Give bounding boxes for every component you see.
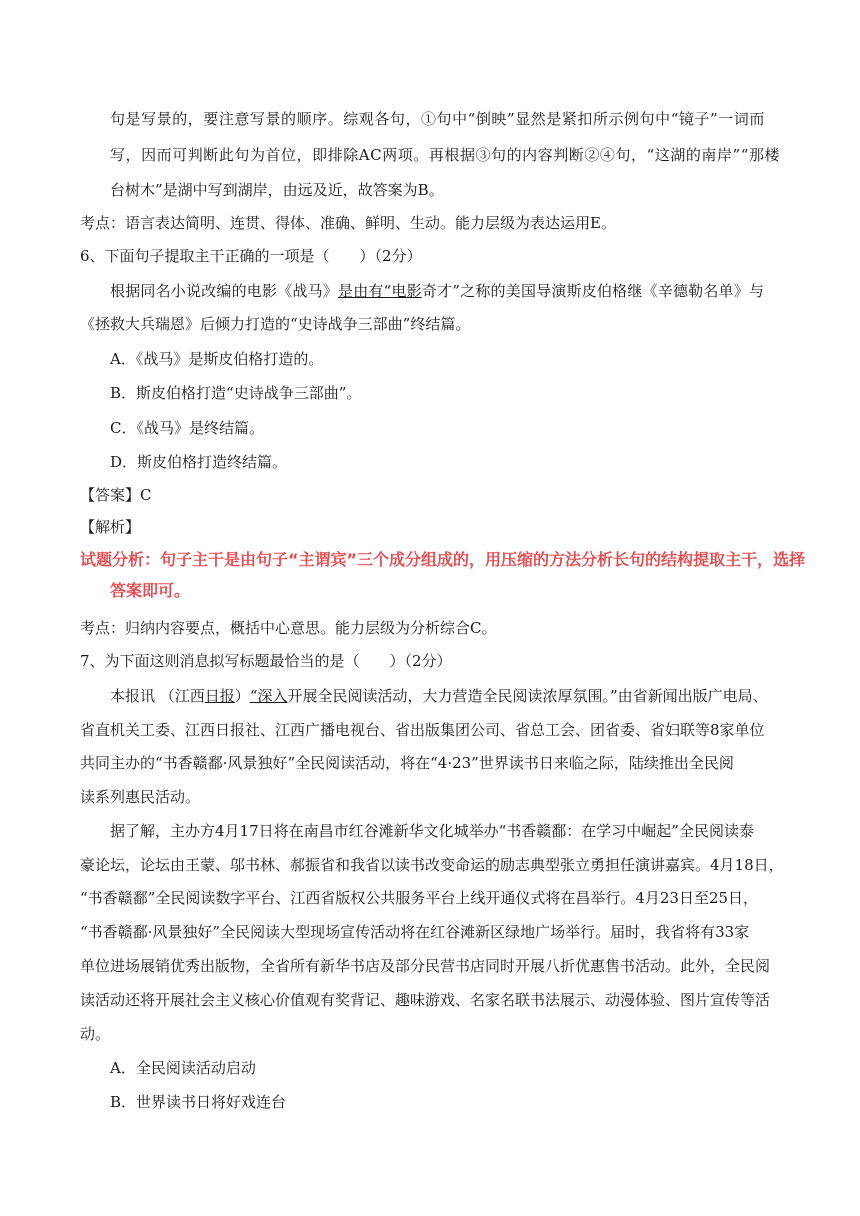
q7-option-a: A．全民阅读活动启动 xyxy=(110,1059,256,1077)
q6-question: 6、下面句子提取主干正确的一项是（ ）（2分） xyxy=(80,247,422,265)
q7-p1-underlined: 日报 xyxy=(204,687,235,705)
q7-p1-line3: 共同主办的“书香赣鄱·风景独好”全民阅读活动，将在“4·23”世界读书日来临之际，陆续推出全民阅 xyxy=(80,754,734,772)
q6-passage-line1 xyxy=(110,281,764,301)
q7-p1-text: 开展全民阅读活动，大力营造全民阅读浓厚氛围。”由省新闻出版广电局、 xyxy=(287,687,768,705)
q6-analysis-line1: 试题分析：句子主干是由句子“主谓宾”三个成分组成的，用压缩的方法分析长句的结构提取主干，选择 xyxy=(80,550,806,569)
q6-passage-text: 根据同名小说改编的电影《战马》 xyxy=(110,282,339,300)
q5-analysis-line2: 写，因而可判断此句为首位，即排除AC两项。再根据③句的内容判断②④句，“这湖的南岸”“那楼 xyxy=(110,146,781,164)
q6-analysis-label: 【解析】 xyxy=(80,518,141,536)
q7-p1-text: 本报讯 （江西 xyxy=(110,687,205,705)
q6-option-d: D．斯皮伯格打造终结篇。 xyxy=(110,453,288,471)
q6-passage-line2: 《拯救大兵瑞恩》后倾力打造的“史诗战争三部曲”终结篇。 xyxy=(80,315,471,333)
q7-p2-line5: 单位进场展销优秀出版物，全省所有新华书店及部分民营书店同时开展八折优惠售书活动。此外，全民阅 xyxy=(80,957,771,975)
q6-option-b: B．斯皮伯格打造“史诗战争三部曲”。 xyxy=(110,384,362,402)
q7-p2-line4: “书香赣鄱·风景独好”全民阅读大型现场宣传活动将在红谷滩新区绿地广场举行。届时，我省将有33家 xyxy=(80,923,750,941)
q7-p2-line1: 据了解，主办方4月17日将在南昌市红谷滩新华文化城举办“书香赣鄱：在学习中崛起”全民阅读泰 xyxy=(110,822,754,840)
q6-option-c: C．《战马》是终结篇。 xyxy=(110,419,264,437)
q5-analysis-line1: 句是写景的，要注意写景的顺序。综观各句，①句中“倒映”显然是紧扣所示例句中“镜子”一词而 xyxy=(110,110,765,128)
q6-kaodian: 考点：归纳内容要点，概括中心意思。能力层级为分析综合C。 xyxy=(80,619,497,637)
q6-analysis-line2: 答案即可。 xyxy=(110,581,191,600)
q6-option-a: A．《战马》是斯皮伯格打造的。 xyxy=(110,350,324,368)
q6-passage-text: 奇才”之称的美国导演斯皮伯格继《辛德勒名单》与 xyxy=(421,282,765,300)
q7-question: 7、为下面这则消息拟写标题最恰当的是（ ）（2分） xyxy=(80,652,452,670)
q7-option-b: B．世界读书日将好戏连台 xyxy=(110,1093,287,1111)
q5-analysis-line3: 台树木”是湖中写到湖岸，由远及近，故答案为B。 xyxy=(110,181,444,199)
q7-p1-line2: 省直机关工委、江西日报社、江西广播电视台、省出版集团公司、省总工会、团省委、省妇联等8家单位 xyxy=(80,721,765,739)
q7-p1-text: ） xyxy=(234,687,250,705)
q7-p2-line3: “书香赣鄱”全民阅读数字平台、江西省版权公共服务平台上线开通仪式将在昌举行。4月23日至25日， xyxy=(80,889,759,907)
q7-p1-underlined: “深入 xyxy=(249,687,288,705)
q7-p1-line1 xyxy=(110,686,768,706)
q6-passage-underlined: 是由有“电影 xyxy=(338,282,422,300)
q7-p2-line7: 动。 xyxy=(80,1025,111,1043)
q5-kaodian: 考点：语言表达简明、连贯、得体、准确、鲜明、生动。能力层级为表达运用E。 xyxy=(80,214,616,232)
q7-p2-line2: 豪论坛，论坛由王蒙、邬书林、郝振省和我省以读书改变命运的励志典型张立勇担任演讲嘉宾。4月18日， xyxy=(80,856,784,874)
q7-p2-line6: 读活动还将开展社会主义核心价值观有奖背记、趣味游戏、名家名联书法展示、动漫体验、图片宣传等活 xyxy=(80,991,771,1009)
q6-answer: 【答案】C xyxy=(80,486,152,504)
q7-p1-line4: 读系列惠民活动。 xyxy=(80,788,201,806)
